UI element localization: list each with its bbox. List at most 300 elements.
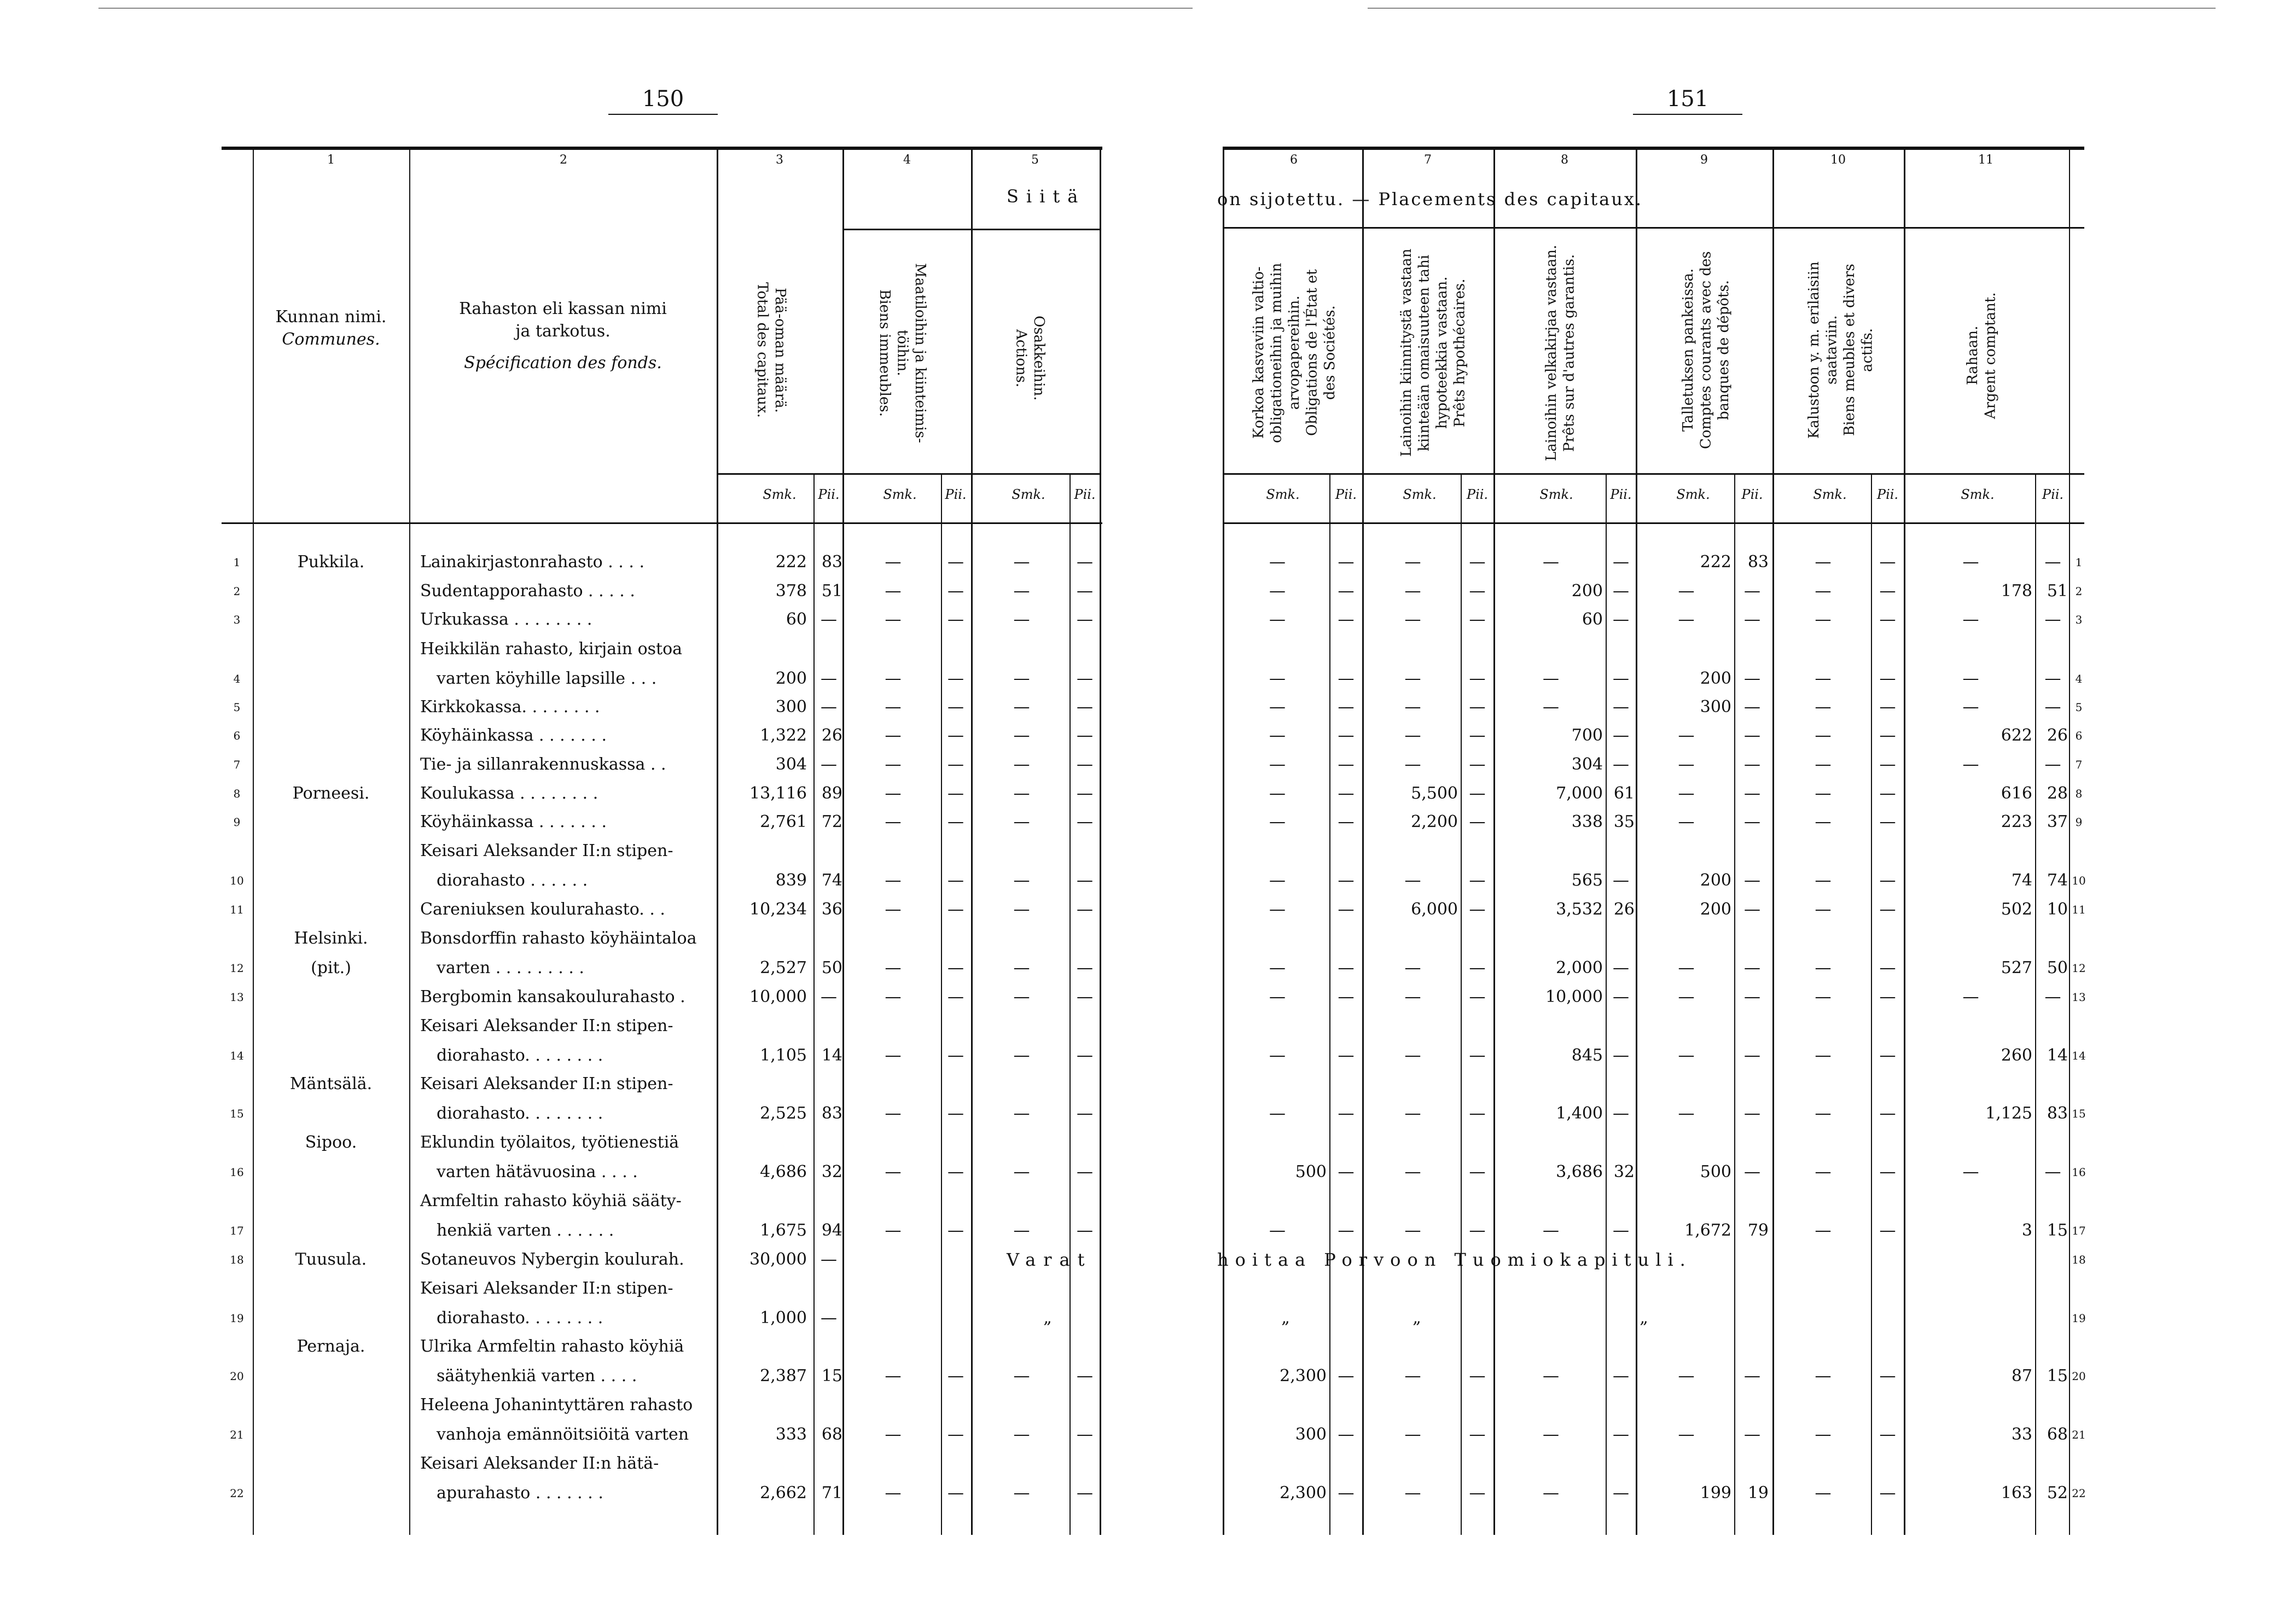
value-c9-p: —: [1744, 581, 1760, 601]
value-c3-mk: 30,000: [749, 1250, 807, 1269]
unit-mk-col3: Smk.: [763, 487, 797, 502]
value-c9-p: —: [1744, 755, 1760, 774]
value-c6-mk: —: [1269, 812, 1286, 831]
value-c3-mk: 2,662: [760, 1483, 807, 1503]
value-c4-p: —: [948, 812, 964, 831]
value-c5-p: —: [1077, 1221, 1093, 1240]
value-c9-mk: —: [1678, 987, 1695, 1006]
unit-p-col3: Pii.: [818, 487, 840, 502]
col-number-11: 11: [1978, 153, 1993, 167]
value-c11-mk: 616: [2001, 784, 2032, 803]
value-c9-mk: 1,672: [1684, 1221, 1731, 1240]
fund-name: Köyhäinkassa . . . . . . .: [420, 726, 607, 745]
fund-name: Careniuksen koulurahasto. . .: [420, 900, 665, 919]
value-c9-mk: 200: [1700, 871, 1731, 890]
fund-name: Sotaneuvos Nybergin koulurah.: [420, 1250, 684, 1269]
fund-name: Urkukassa . . . . . . . .: [420, 610, 592, 629]
municipality-name: Tuusula.: [295, 1250, 367, 1269]
municipality-name: Helsinki.: [294, 929, 368, 948]
value-c3-mk: 839: [775, 871, 807, 890]
value-c9-p: 83: [1747, 552, 1769, 572]
header-col8: Lainoihin velkakirjaa vastaan. Prêts sur d'autres garantis.: [1543, 245, 1578, 461]
col-number-2: 2: [560, 153, 567, 167]
unit-mk-col4: Smk.: [883, 487, 917, 502]
right-col-line-7a: [1461, 473, 1462, 1535]
value-c9-mk: 200: [1700, 669, 1731, 688]
header-col11: Rahaan. Argent comptant.: [1964, 292, 1999, 419]
value-c4-mk: —: [885, 1425, 902, 1444]
fund-name: Bergbomin kansakoulurahasto .: [420, 987, 685, 1006]
page-number-rule-right: [1633, 114, 1742, 115]
value-c7-mk: —: [1404, 755, 1421, 774]
value-c7-mk: —: [1404, 1221, 1421, 1240]
value-c8-p: —: [1613, 1104, 1629, 1123]
value-c8-p: 61: [1613, 784, 1635, 803]
value-c3-p: 83: [821, 1104, 842, 1123]
value-c8-mk: 338: [1571, 812, 1603, 831]
unit-mk-col5: Smk.: [1012, 487, 1045, 502]
header-col9: Talletuksen pankeissa. Comptes courants avec des banques de dépôts.: [1680, 251, 1732, 449]
value-c6-mk: —: [1269, 1104, 1286, 1123]
col-number-6: 6: [1290, 153, 1298, 167]
placements-banner: on sijotettu. — Placements des capitaux.: [1217, 189, 1643, 209]
municipality-name: Pukkila.: [297, 552, 365, 572]
value-c11-p: —: [2044, 755, 2061, 774]
municipality-name-suffix: (pit.): [311, 958, 351, 977]
value-c11-mk: —: [1962, 755, 1979, 774]
fund-name: diorahasto. . . . . . . .: [437, 1308, 603, 1328]
row-number-right: 21: [2072, 1428, 2086, 1441]
value-c6-mk: —: [1269, 987, 1286, 1006]
value-c10-mk: —: [1815, 755, 1832, 774]
value-c9-p: —: [1744, 1104, 1760, 1123]
value-c10-mk: —: [1815, 552, 1832, 572]
col-number-3: 3: [776, 153, 783, 167]
value-c7-p: —: [1469, 958, 1486, 977]
value-c5-mk: —: [1013, 958, 1030, 977]
value-c7-mk: 5,500: [1411, 784, 1458, 803]
value-c3-p: 83: [821, 552, 842, 572]
value-c9-mk: —: [1678, 812, 1695, 831]
value-c11-mk: —: [1962, 1162, 1979, 1182]
fund-name: Eklundin työlaitos, työtienestiä: [420, 1133, 679, 1152]
value-c11-p: 37: [2047, 812, 2068, 831]
row-number-right: 12: [2072, 962, 2086, 975]
value-c10-mk: —: [1815, 1162, 1832, 1182]
value-c6-p: —: [1338, 1221, 1355, 1240]
fund-name: Lainakirjastonrahasto . . . .: [420, 552, 644, 572]
unit-p-col6: Pii.: [1335, 487, 1357, 502]
value-c11-mk: 178: [2001, 581, 2032, 601]
value-c3-mk: 333: [775, 1425, 807, 1444]
value-c7-p: —: [1469, 1366, 1486, 1386]
row-number: 15: [230, 1107, 244, 1120]
value-c4-mk: —: [885, 812, 902, 831]
value-c9-mk: —: [1678, 581, 1695, 601]
value-c5-p: —: [1077, 812, 1093, 831]
value-c7-p: —: [1469, 552, 1486, 572]
value-c11-p: 26: [2047, 726, 2068, 745]
value-c3-mk: 2,761: [760, 812, 807, 831]
value-c3-mk: 60: [786, 610, 807, 629]
row-number: 10: [230, 874, 244, 887]
value-c6-p: —: [1338, 900, 1355, 919]
value-c3-p: 89: [821, 784, 842, 803]
value-c4-mk: —: [885, 669, 902, 688]
fund-name: Kirkkokassa. . . . . . . .: [420, 697, 600, 717]
value-c11-p: 51: [2047, 581, 2068, 601]
value-c4-mk: —: [885, 958, 902, 977]
value-c3-mk: 200: [775, 669, 807, 688]
right-col-line-0: [1223, 149, 1224, 1535]
value-c6-mk: 2,300: [1280, 1483, 1327, 1503]
unit-mk-col9: Smk.: [1676, 487, 1710, 502]
value-c6-mk: —: [1269, 958, 1286, 977]
value-c7-p: —: [1469, 581, 1486, 601]
value-c8-mk: 3,532: [1556, 900, 1603, 919]
right-top-rule: [1223, 147, 2084, 150]
value-c3-p: 71: [821, 1483, 842, 1503]
page-number-rule-left: [608, 114, 718, 115]
value-c9-p: —: [1744, 812, 1760, 831]
header-kunta-fi: Kunnan nimi.: [275, 307, 387, 327]
value-c4-p: —: [948, 1483, 964, 1503]
fund-name: vanhoja emännöitsiöitä varten: [437, 1425, 689, 1444]
value-c11-p: —: [2044, 669, 2061, 688]
value-c8-mk: 60: [1582, 610, 1603, 629]
value-c7-mk: —: [1404, 1483, 1421, 1503]
value-c7-p: —: [1469, 1104, 1486, 1123]
value-c5-mk: —: [1013, 697, 1030, 717]
value-c8-mk: —: [1543, 1221, 1559, 1240]
value-c3-mk: 1,105: [760, 1046, 807, 1065]
header-col3: Pää-oman määrä. Total des capitaux.: [754, 282, 788, 418]
value-c4-p: —: [948, 1366, 964, 1386]
fund-name: Heleena Johanintyttären rahasto: [420, 1395, 693, 1415]
row-number: 8: [233, 787, 241, 800]
value-c9-p: —: [1744, 958, 1760, 977]
left-col-line-5a: [1069, 473, 1071, 1535]
value-c8-p: 26: [1613, 900, 1635, 919]
value-c11-mk: —: [1962, 552, 1979, 572]
row-number-right: 16: [2072, 1166, 2086, 1179]
unit-mk-col6: Smk.: [1266, 487, 1300, 502]
value-c3-mk: 2,525: [760, 1104, 807, 1123]
municipality-name: Mäntsälä.: [289, 1074, 373, 1093]
value-c3-p: 14: [821, 1046, 842, 1065]
value-c8-p: 35: [1613, 812, 1635, 831]
value-c9-mk: —: [1678, 755, 1695, 774]
row-number-right: 18: [2072, 1253, 2086, 1266]
row-number-right: 6: [2075, 729, 2083, 742]
value-c5-p: —: [1077, 581, 1093, 601]
unit-mk-col7: Smk.: [1403, 487, 1437, 502]
row-number: 12: [230, 962, 244, 975]
value-c6-p: —: [1338, 958, 1355, 977]
value-c5-mk: —: [1013, 1162, 1030, 1182]
value-c7-p: —: [1469, 697, 1486, 717]
value-c9-p: —: [1744, 900, 1760, 919]
municipality-name: Pernaja.: [297, 1337, 365, 1356]
value-c6-mk: 300: [1295, 1425, 1327, 1444]
value-c11-p: —: [2044, 987, 2061, 1006]
value-c10-p: —: [1879, 871, 1896, 890]
value-c10-p: —: [1879, 1221, 1896, 1240]
value-c3-mk: 304: [775, 755, 807, 774]
value-c10-mk: —: [1815, 987, 1832, 1006]
value-c8-p: —: [1613, 958, 1629, 977]
value-c3-mk: 10,234: [749, 900, 807, 919]
row-number-right: 5: [2075, 701, 2083, 714]
value-c5-mk: —: [1013, 871, 1030, 890]
value-c3-p: —: [821, 697, 837, 717]
header-kunta: [253, 306, 409, 351]
value-c10-mk: —: [1815, 610, 1832, 629]
row-number: 5: [233, 701, 241, 714]
value-c7-p: —: [1469, 1162, 1486, 1182]
value-c5-p: —: [1077, 610, 1093, 629]
value-c6-mk: —: [1269, 552, 1286, 572]
value-c8-mk: —: [1543, 1425, 1559, 1444]
fund-name: Keisari Aleksander II:n stipen-: [420, 1279, 673, 1298]
left-col-line-2: [717, 149, 718, 1535]
fund-name: varten köyhille lapsille . . .: [437, 669, 657, 688]
right-col-line-9a: [1734, 473, 1735, 1535]
value-c7-mk: —: [1404, 1104, 1421, 1123]
value-c3-p: 50: [821, 958, 842, 977]
value-c4-p: —: [948, 1221, 964, 1240]
value-c4-p: —: [948, 697, 964, 717]
value-c4-mk: —: [885, 1162, 902, 1182]
value-c4-p: —: [948, 1104, 964, 1123]
value-c9-mk: —: [1678, 1366, 1695, 1386]
row-number-right: 20: [2072, 1370, 2086, 1383]
fund-name: Koulukassa . . . . . . . .: [420, 784, 598, 803]
value-c6-mk: —: [1269, 1221, 1286, 1240]
right-header-bottom-rule: [1223, 522, 2084, 524]
value-c10-p: —: [1879, 552, 1896, 572]
value-c7-mk: —: [1404, 1366, 1421, 1386]
value-c9-p: —: [1744, 610, 1760, 629]
header-rahasto-fr: Spécification des fonds.: [464, 353, 662, 373]
value-c9-p: —: [1744, 669, 1760, 688]
row-number: 1: [233, 556, 241, 569]
value-c5-p: —: [1077, 987, 1093, 1006]
value-c4-p: —: [948, 900, 964, 919]
value-c7-p: —: [1469, 1221, 1486, 1240]
value-c4-p: —: [948, 610, 964, 629]
value-c6-p: —: [1338, 581, 1355, 601]
value-c9-p: 79: [1747, 1221, 1769, 1240]
left-siita-rule: [842, 229, 1100, 230]
fund-name: varten hätävuosina . . . .: [437, 1162, 638, 1182]
fund-name: säätyhenkiä varten . . . .: [437, 1366, 637, 1386]
left-top-rule: [222, 147, 1102, 150]
value-c8-mk: —: [1543, 697, 1559, 717]
fund-name: Bonsdorffin rahasto köyhäintaloa: [420, 929, 697, 948]
value-c4-p: —: [948, 552, 964, 572]
value-c10-mk: —: [1815, 1483, 1832, 1503]
value-c6-p: —: [1338, 784, 1355, 803]
value-c10-mk: —: [1815, 1221, 1832, 1240]
value-c7-mk: 2,200: [1411, 812, 1458, 831]
left-header-bottom-rule: [222, 522, 1102, 524]
value-c5-p: —: [1077, 726, 1093, 745]
value-c7-p: —: [1469, 784, 1486, 803]
value-c10-p: —: [1879, 1483, 1896, 1503]
value-c6-mk: —: [1269, 726, 1286, 745]
value-c5-p: —: [1077, 1366, 1093, 1386]
row-number: 6: [233, 729, 241, 742]
value-c6-mk: —: [1269, 581, 1286, 601]
fund-name: Keisari Aleksander II:n stipen-: [420, 1074, 673, 1093]
value-c3-p: 94: [821, 1221, 842, 1240]
fund-name: Tie- ja sillanrakennuskassa . .: [420, 755, 666, 774]
left-col-line-5: [1100, 149, 1101, 1535]
value-c8-p: —: [1613, 1366, 1629, 1386]
value-c10-mk: —: [1815, 784, 1832, 803]
value-c10-p: —: [1879, 610, 1896, 629]
value-c9-mk: 500: [1700, 1162, 1731, 1182]
value-c7-p: —: [1469, 610, 1486, 629]
value-c11-p: 68: [2047, 1425, 2068, 1444]
right-col-line-6: [1362, 149, 1364, 1535]
value-c8-p: —: [1613, 871, 1629, 890]
value-c4-p: —: [948, 1162, 964, 1182]
value-c6-p: —: [1338, 669, 1355, 688]
value-c11-mk: 260: [2001, 1046, 2032, 1065]
value-c4-mk: —: [885, 1046, 902, 1065]
right-col-line-6a: [1329, 473, 1330, 1535]
fund-name: Ulrika Armfeltin rahasto köyhiä: [420, 1337, 684, 1356]
value-c3-mk: 2,527: [760, 958, 807, 977]
value-c7-p: —: [1469, 871, 1486, 890]
header-col6: Korkoa kasvaviin valtio- obligationeihin ja muihin arvopapereihin. Obligations de l'État et des Sociétés.: [1251, 263, 1338, 443]
unit-p-col8: Pii.: [1610, 487, 1632, 502]
row-number: 18: [230, 1253, 244, 1266]
value-c7-p: —: [1469, 1425, 1486, 1444]
fund-name: diorahasto. . . . . . . .: [437, 1046, 603, 1065]
value-c11-mk: 87: [2011, 1366, 2032, 1386]
left-col-line-3: [842, 149, 844, 1535]
value-c4-mk: —: [885, 552, 902, 572]
value-c9-p: —: [1744, 987, 1760, 1006]
value-c10-mk: —: [1815, 871, 1832, 890]
value-c8-mk: 7,000: [1556, 784, 1603, 803]
row-number-right: 7: [2075, 758, 2083, 771]
value-c10-mk: —: [1815, 1366, 1832, 1386]
value-c8-mk: —: [1543, 669, 1559, 688]
col-number-4: 4: [903, 153, 911, 167]
value-c11-mk: 622: [2001, 726, 2032, 745]
row-number-right: 1: [2075, 556, 2083, 569]
value-c11-mk: 502: [2001, 900, 2032, 919]
value-c5-mk: —: [1013, 726, 1030, 745]
row-number-right: 10: [2072, 874, 2086, 887]
value-c3-mk: 378: [775, 581, 807, 601]
value-c11-mk: —: [1962, 987, 1979, 1006]
value-c11-mk: 1,125: [1985, 1104, 2032, 1123]
value-c7-mk: —: [1404, 726, 1421, 745]
row-number: 22: [230, 1487, 244, 1500]
fund-name: Keisari Aleksander II:n stipen-: [420, 841, 673, 860]
value-c8-p: —: [1613, 610, 1629, 629]
value-c5-mk: —: [1013, 1425, 1030, 1444]
value-c7-p: —: [1469, 669, 1486, 688]
value-c8-p: 32: [1613, 1162, 1635, 1182]
row-number-right: 19: [2072, 1312, 2086, 1325]
value-c8-p: —: [1613, 726, 1629, 745]
value-c6-mk: —: [1269, 900, 1286, 919]
value-c3-p: 74: [821, 871, 842, 890]
unit-p-col10: Pii.: [1876, 487, 1899, 502]
value-c6-p: —: [1338, 755, 1355, 774]
value-c8-mk: —: [1543, 1366, 1559, 1386]
value-c6-p: —: [1338, 726, 1355, 745]
value-c5-p: —: [1077, 552, 1093, 572]
value-c9-p: —: [1744, 697, 1760, 717]
value-c9-mk: —: [1678, 784, 1695, 803]
value-c5-p: —: [1077, 958, 1093, 977]
value-c7-mk: —: [1404, 610, 1421, 629]
value-c6-mk: —: [1269, 784, 1286, 803]
row-number: 4: [233, 672, 241, 685]
value-c10-mk: —: [1815, 812, 1832, 831]
value-c8-mk: 1,400: [1556, 1104, 1603, 1123]
fund-name: varten . . . . . . . . .: [437, 958, 584, 977]
value-c10-p: —: [1879, 900, 1896, 919]
fund-name: Sudentapporahasto . . . . .: [420, 581, 635, 601]
row-number-right: 17: [2072, 1224, 2086, 1237]
value-c8-mk: 700: [1571, 726, 1603, 745]
row-number: 21: [230, 1428, 244, 1441]
header-kunta-fr: Communes.: [282, 329, 380, 349]
unit-mk-col10: Smk.: [1813, 487, 1847, 502]
header-col10: Kalustoon y. m. erilaisiin saataviin. Biens meubles et divers actifs.: [1806, 261, 1876, 439]
row-number-right: 3: [2075, 613, 2083, 626]
value-c3-p: 51: [821, 581, 842, 601]
value-c8-p: —: [1613, 552, 1629, 572]
value-c9-p: —: [1744, 1366, 1760, 1386]
value-c11-p: —: [2044, 697, 2061, 717]
value-c6-p: —: [1338, 697, 1355, 717]
value-c4-mk: —: [885, 726, 902, 745]
value-c7-mk: —: [1404, 552, 1421, 572]
left-col-line-4: [971, 149, 973, 1535]
ditto-mark: „: [1281, 1308, 1290, 1328]
value-c11-p: 28: [2047, 784, 2068, 803]
header-col5: Osakkeihin. Actions.: [1013, 316, 1047, 401]
value-c11-p: —: [2044, 610, 2061, 629]
value-c7-mk: 6,000: [1411, 900, 1458, 919]
value-c11-p: 50: [2047, 958, 2068, 977]
value-c9-mk: —: [1678, 1425, 1695, 1444]
value-c7-p: —: [1469, 987, 1486, 1006]
value-c10-p: —: [1879, 1366, 1896, 1386]
row-number-right: 9: [2075, 816, 2083, 829]
unit-p-col4: Pii.: [945, 487, 967, 502]
value-c8-mk: 304: [1571, 755, 1603, 774]
value-c6-p: —: [1338, 987, 1355, 1006]
value-c6-mk: —: [1269, 1046, 1286, 1065]
value-c7-mk: —: [1404, 987, 1421, 1006]
value-c5-mk: —: [1013, 1104, 1030, 1123]
value-c10-p: —: [1879, 1162, 1896, 1182]
value-c4-p: —: [948, 726, 964, 745]
value-c6-mk: —: [1269, 871, 1286, 890]
value-c11-p: 15: [2047, 1221, 2068, 1240]
value-c11-mk: —: [1962, 697, 1979, 717]
